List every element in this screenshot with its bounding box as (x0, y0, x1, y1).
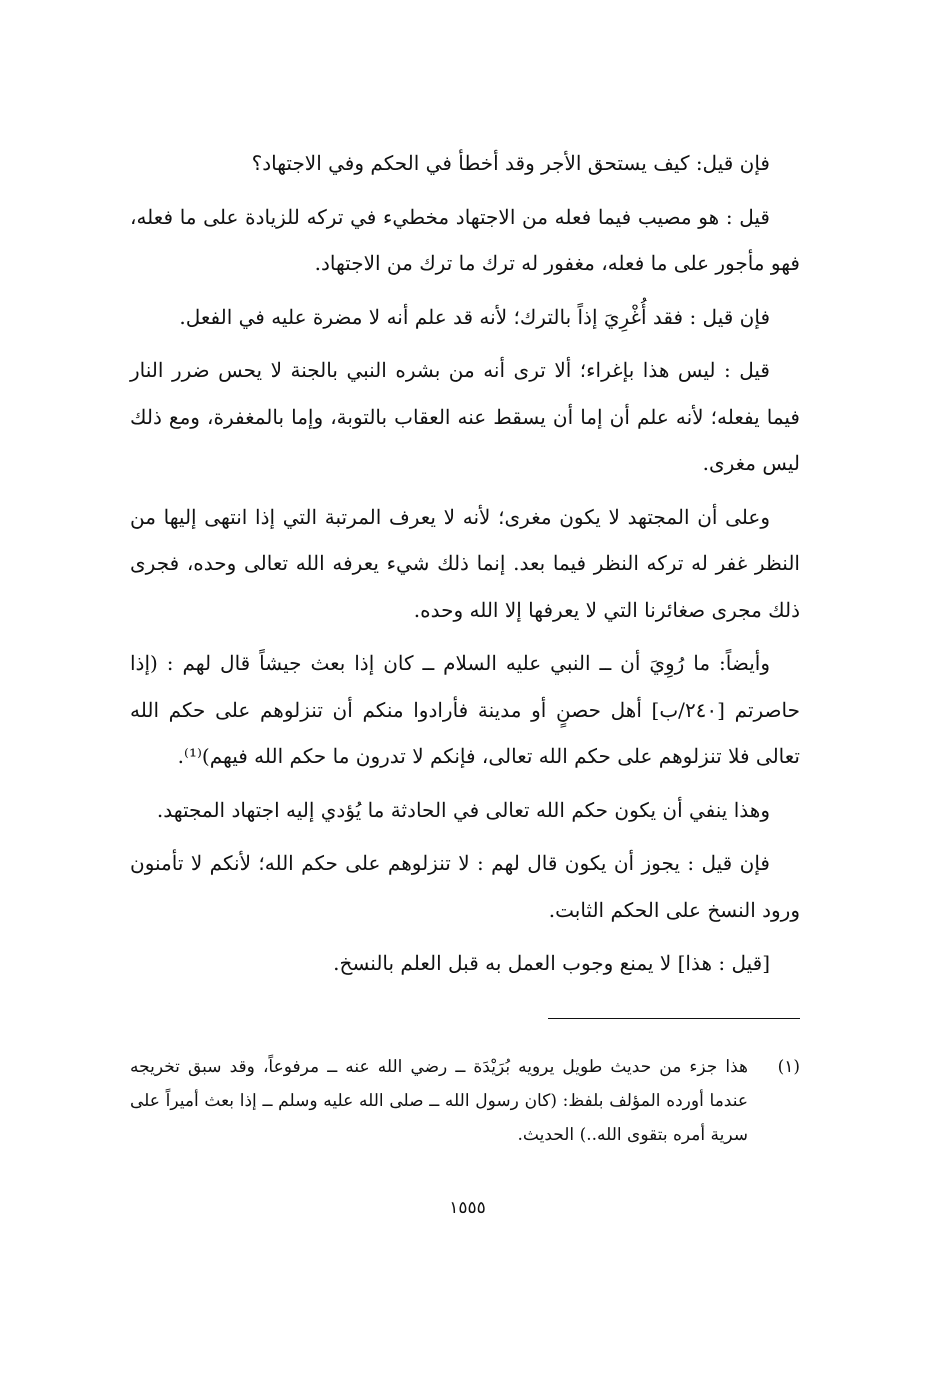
footnote-separator (548, 1018, 800, 1019)
footnotes (130, 1050, 800, 1152)
footnote-text: هذا جزء من حديث طويل يرويه بُرَيْدَة ــ رضي الله عنه ــ مرفوعاً، وقد سبق تخريجه عندما أورده المؤلف بلفظ: (كان رسول الله ــ صلى الله عليه وسلم ــ إذا بعث أميراً على سرية أمره بتقوى الله..) الحديث. (130, 1057, 748, 1145)
paragraph: فإن قيل: كيف يستحق الأجر وقد أخطأ في الحكم وفي الاجتهاد؟ (251, 151, 770, 175)
paragraph: [قيل : هذا] لا يمنع وجوب العمل به قبل العلم بالنسخ. (333, 951, 770, 975)
paragraph: وأيضاً: ما رُوِيَ أن ــ النبي عليه السلام ــ كان إذا بعث جيشاً قال لهم : (إذا حاصرتم [٢٤٠/ب] أهل حصنٍ أو مدينة فأرادوا منكم أن تنزلوهم على حكم الله تعالى فلا تنزلوهم على حكم الله تعالى، فإنكم لا تدرون ما حكم الله فيهم)⁽¹⁾. (130, 651, 801, 768)
paragraph: قيل : هو مصيب فيما فعله من الاجتهاد مخطيء في تركه للزيادة على ما فعله، فهو مأجور على ما فعله، مغفور له ترك ما ترك من الاجتهاد. (130, 204, 800, 275)
footnote-number: (١) (777, 1057, 800, 1077)
page-number: ١٥٥٥ (449, 1198, 486, 1218)
main-text (130, 140, 800, 987)
paragraph: فإن قيل : يجوز أن يكون قال لهم : لا تنزلوهم على حكم الله؛ لأنكم لا تأمنون ورود النسخ على الحكم الثابت. (130, 851, 800, 922)
paragraph: قيل : ليس هذا بإغراء؛ ألا ترى أنه من بشره النبي بالجنة لا يحس ضرر النار فيما يفعله؛ لأنه علم أن إما أن يسقط عنه العقاب بالتوبة، وإما بالمغفرة، ومع ذلك ليس مغرى. (130, 358, 800, 475)
footnote (130, 1050, 800, 1152)
paragraph: وعلى أن المجتهد لا يكون مغرى؛ لأنه لا يعرف المرتبة التي إذا انتهى إليها من النظر غفر له تركه النظر فيما بعد. إنما ذلك شيء يعرفه الله تعالى وحده، فجرى ذلك مجرى صغائرنا التي لا يعرفها إلا الله وحده. (130, 504, 800, 622)
paragraph: فإن قيل : فقد أُغْرِيَ إذاً بالترك؛ لأنه قد علم أنه لا مضرة عليه في الفعل. (179, 304, 770, 329)
paragraph: وهذا ينفي أن يكون حكم الله تعالى في الحادثة ما يُؤدي إليه اجتهاد المجتهد. (156, 797, 770, 822)
